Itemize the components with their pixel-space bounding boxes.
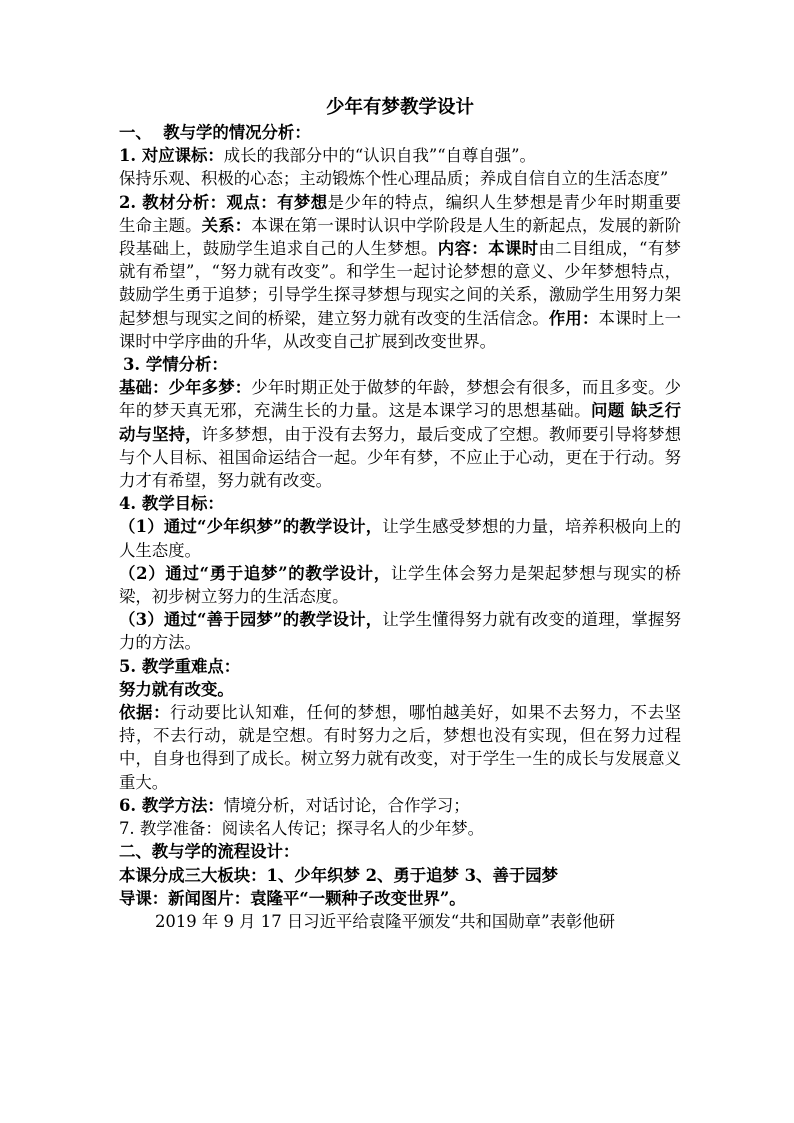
paragraph-preparation: 7. 教学准备：阅读名人传记；探寻名人的少年梦。 <box>119 819 485 839</box>
label-relation: 关系： <box>201 215 252 235</box>
paragraph-learner-analysis <box>119 376 681 492</box>
label-textbook: 2. 教材分析：观点： <box>119 192 278 212</box>
text-methods: 情境分析，对话讨论，合作学习； <box>223 795 470 815</box>
document-title: 少年有梦教学设计 <box>325 97 474 118</box>
goal-2 <box>119 562 681 608</box>
goal-3-label: （3）通过“善于园梦”的教学设计， <box>119 610 383 630</box>
heading-learner-analysis: 3. 学情分析： <box>123 355 228 375</box>
section-heading-2: 二、教与学的流程设计： <box>119 842 300 862</box>
label-rationale: 依据： <box>119 703 171 723</box>
term-dream: 有梦想 <box>277 192 328 212</box>
text-relation: 本课在第一课时认识中学阶段是人生的新起点，发展的新阶段基础上，鼓励学生追求自己的人生梦想。 <box>119 215 682 259</box>
label-problem: 问题 缺乏行动与坚持， <box>119 401 681 444</box>
paragraph-rationale <box>119 701 681 794</box>
paragraph-three-blocks: 本课分成三大板块：1、少年织梦 2、勇于追梦 3、善于园梦 <box>119 865 559 885</box>
text-curriculum: 成长的我部分中的“认识自我”“自尊自强”。 <box>223 146 536 166</box>
text-problem: 许多梦想，由于没有去努力，最后变成了空想。教师要引导将梦想与个人目标、祖国命运结合一起。少年有梦，不应止于心动，更在于行动。努力才有希望，努力就有改变。 <box>119 424 682 491</box>
paragraph-teaching-methods <box>119 794 681 817</box>
label-function: 作用： <box>548 308 599 328</box>
goal-2-label: （2）通过“勇于追梦”的教学设计， <box>119 563 391 583</box>
heading-teaching-goals: 4. 教学目标： <box>119 494 224 514</box>
goal-1 <box>119 515 681 561</box>
label-basis: 基础：少年多梦： <box>119 378 252 398</box>
label-curriculum: 1. 对应课标： <box>119 146 224 166</box>
key-point: 努力就有改变。 <box>119 679 234 699</box>
paragraph-news: 2019 年 9 月 17 日习近平给袁隆平颁发“共和国勋章”表彰他研 <box>155 911 616 931</box>
section-heading-1: 一、 教与学的情况分析： <box>119 123 311 142</box>
label-methods: 6. 教学方法： <box>119 795 224 815</box>
text-function: 本课时上一课时中学序曲的升华，从改变自己扩展到改变世界。 <box>119 308 682 351</box>
label-content: 内容：本课时 <box>437 239 539 259</box>
goal-3-text: 让学生懂得努力就有改变的道理，掌握努力的方法。 <box>119 610 682 653</box>
paragraph-lead-in: 导课：新闻图片：袁隆平“一颗种子改变世界”。 <box>119 888 466 908</box>
heading-key-points: 5. 教学重难点： <box>119 656 241 676</box>
paragraph-curriculum <box>119 144 681 167</box>
goal-1-label: （1）通过“少年织梦”的教学设计， <box>119 517 383 537</box>
text-content: 由二目组成，“有梦就有希望”，“努力就有改变”。和学生一起讨论梦想的意义、少年梦想特点，鼓励学生勇于追梦；引导学生探寻梦想与现实之间的关系，激励学生用努力架起梦想与现实之间的桥梁，建立努力就有改变的生活信念。 <box>119 239 681 328</box>
text-rationale: 行动要比认知难，任何的梦想，哪怕越美好，如果不去努力，不去坚持，不去行动，就是空想。有时努力之后，梦想也没有实现，但在努力过程中，自身也得到了成长。树立努力就有改变，对于学生一生的成长与发展意义重大。 <box>119 703 682 792</box>
paragraph-textbook-analysis <box>119 191 681 353</box>
goal-2-text: 让学生体会努力是架起梦想与现实的桥梁，初步树立努力的生活态度。 <box>119 563 682 607</box>
goal-3 <box>119 608 681 654</box>
text-viewpoint: 是少年的特点，编织人生梦想是青少年时期重要生命主题。 <box>119 192 682 235</box>
paragraph-curriculum-detail: 保持乐观、积极的心态；主动锻炼个性心理品质；养成自信自立的生活态度” <box>119 169 669 189</box>
text-basis: 少年时期正处于做梦的年龄，梦想会有很多，而且多变。少年的梦天真无邪，充满生长的力量。这是本课学习的思想基础。 <box>119 378 682 421</box>
goal-1-text: 让学生感受梦想的力量，培养积极向上的人生态度。 <box>119 517 682 560</box>
document-page <box>119 96 681 933</box>
